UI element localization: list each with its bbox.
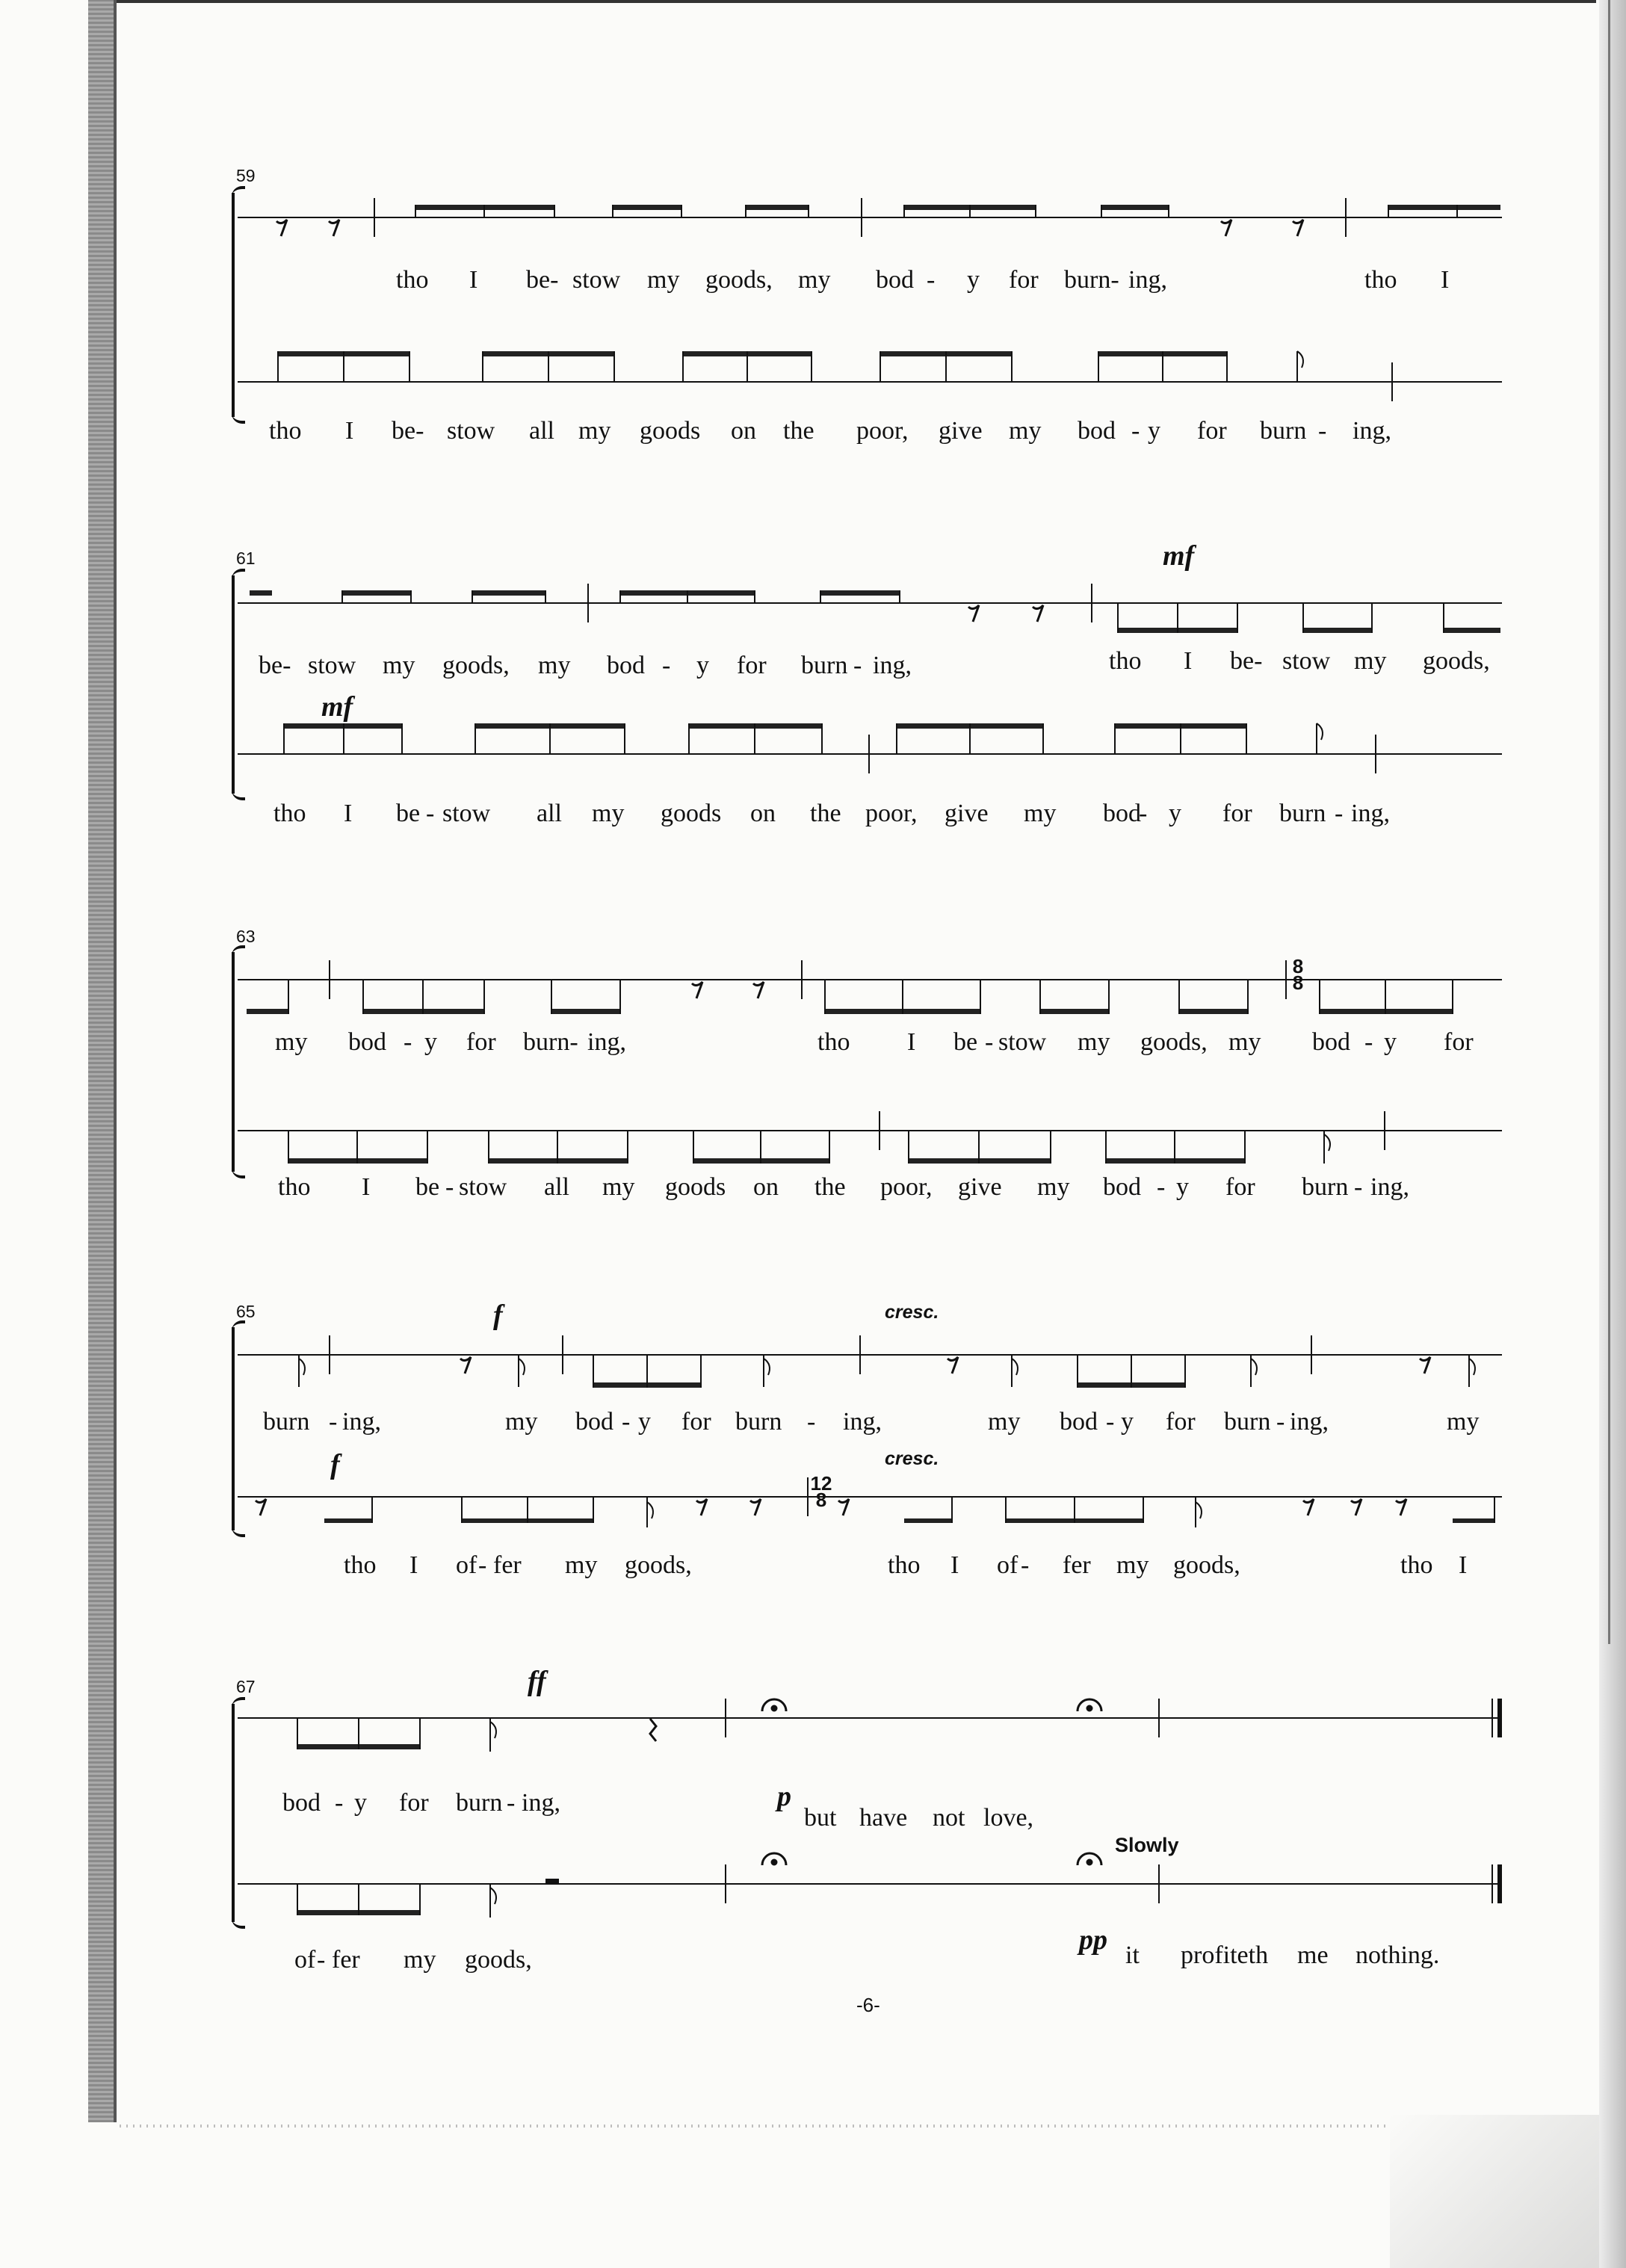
lyric: my: [602, 1173, 635, 1201]
lyric: stow: [308, 652, 356, 679]
measure-number: 63: [236, 927, 256, 946]
lyric: I: [345, 417, 354, 445]
lyric: bod: [282, 1789, 321, 1817]
lyric: stow: [442, 800, 491, 827]
lyric: the: [810, 800, 841, 827]
measure-number: 65: [236, 1302, 256, 1321]
lyric: profiteth: [1181, 1941, 1269, 1969]
lyric: y: [1148, 417, 1160, 445]
lyric: tho: [1400, 1551, 1433, 1579]
tempo-marking: Slowly: [1115, 1834, 1179, 1856]
lyric: for: [1166, 1408, 1196, 1436]
lyric: -: [985, 1028, 994, 1056]
lyric: my: [1078, 1028, 1110, 1056]
lyric: the: [814, 1173, 846, 1201]
lyric: ing,: [1370, 1173, 1409, 1201]
lyric: burn: [1279, 800, 1326, 827]
half-rest: [545, 1879, 559, 1883]
lyric: y: [696, 652, 709, 679]
lyric: on: [731, 417, 756, 445]
lyric: y: [1121, 1408, 1134, 1436]
lyric: my: [592, 800, 625, 827]
lyric: y: [424, 1028, 437, 1056]
lyric: the: [783, 417, 814, 445]
lyric: tho: [888, 1551, 921, 1579]
lyric: for: [1197, 417, 1227, 445]
lyric: my: [383, 652, 415, 679]
lyric: be: [415, 1173, 440, 1201]
time-signature-bottom: 8: [815, 1489, 827, 1511]
lyric: poor,: [865, 800, 918, 827]
lyric: -: [662, 652, 671, 679]
quarter-rest: [650, 1719, 656, 1741]
lyric: tho: [278, 1173, 311, 1201]
lyric: give: [939, 417, 983, 445]
lyric: bod: [575, 1408, 613, 1436]
lyric: be-: [1230, 647, 1263, 675]
lyric: -: [317, 1946, 326, 1974]
lyric: my: [578, 417, 611, 445]
beam-group: [278, 351, 1303, 381]
lyric: poor,: [856, 417, 909, 445]
lyric: I: [344, 800, 353, 827]
lyric: ing,: [1128, 266, 1167, 294]
measure-number: 59: [236, 166, 256, 185]
lyric: -: [335, 1789, 344, 1817]
lyric: y: [1169, 800, 1181, 827]
lyric: -: [1354, 1173, 1363, 1201]
lyric: stow: [447, 417, 495, 445]
lyric: bod: [1060, 1408, 1098, 1436]
lyric: -: [1335, 800, 1344, 827]
lyric: -: [927, 266, 936, 294]
time-signature-top: 8: [1292, 955, 1304, 977]
lyric: -: [807, 1408, 816, 1436]
lyric: goods,: [1423, 647, 1490, 675]
lyric: my: [1009, 417, 1042, 445]
lyric: fer: [493, 1551, 522, 1579]
lyric: burn: [1224, 1408, 1271, 1436]
lyric: my: [404, 1946, 436, 1974]
lyric: ing,: [873, 652, 912, 679]
lyric: of: [997, 1551, 1018, 1579]
lyric: burn: [801, 652, 848, 679]
lyric: bod: [1078, 417, 1116, 445]
lyric: it: [1125, 1941, 1140, 1969]
lyric: for: [1225, 1173, 1255, 1201]
lyric: for: [737, 652, 767, 679]
measure-number: 61: [236, 549, 256, 568]
lyric: give: [945, 800, 989, 827]
beam-group: [415, 205, 1500, 217]
lyric: I: [1441, 266, 1450, 294]
lyric: stow: [572, 266, 621, 294]
beam-group: [250, 590, 1500, 753]
lyric: bod: [876, 266, 914, 294]
lyric: of: [294, 1946, 316, 1974]
lyric: for: [1009, 266, 1039, 294]
lyric: tho: [1109, 647, 1142, 675]
lyric: bod: [1103, 800, 1141, 827]
page-number: -6-: [856, 1994, 880, 2016]
lyric: -: [426, 800, 435, 827]
lyric: -: [1106, 1408, 1115, 1436]
lyric: my: [1037, 1173, 1070, 1201]
lyric: bod: [1312, 1028, 1350, 1056]
lyric: my: [1228, 1028, 1261, 1056]
lyric: fer: [1063, 1551, 1091, 1579]
lyric: fer: [332, 1946, 360, 1974]
lyric: ing,: [1290, 1408, 1329, 1436]
lyric: nothing.: [1355, 1941, 1440, 1969]
dynamic-mf: mf: [321, 691, 353, 723]
lyric: -: [478, 1551, 487, 1579]
beam-group: [247, 979, 1453, 1164]
lyric: have: [859, 1804, 908, 1832]
lyric: goods: [640, 417, 701, 445]
dynamic-f: f: [330, 1449, 340, 1480]
lyric: -: [329, 1408, 338, 1436]
lyric: be: [953, 1028, 978, 1056]
lyric: burn-: [1064, 266, 1119, 294]
cresc-marking: cresc.: [885, 1302, 939, 1323]
lyric: goods,: [1140, 1028, 1208, 1056]
lyric: stow: [998, 1028, 1047, 1056]
dynamic-pp: pp: [1079, 1924, 1107, 1956]
lyric: burn: [1260, 417, 1307, 445]
lyric: of: [456, 1551, 477, 1579]
lyric: -: [507, 1789, 516, 1817]
lyric: bod: [607, 652, 645, 679]
lyric: burn-: [523, 1028, 578, 1056]
lyric: for: [1444, 1028, 1474, 1056]
lyric: on: [753, 1173, 779, 1201]
lyric: I: [469, 266, 478, 294]
lyric: my: [988, 1408, 1021, 1436]
lyric: goods,: [442, 652, 510, 679]
lyric: give: [958, 1173, 1002, 1201]
lyric: ing,: [843, 1408, 882, 1436]
lyric: I: [409, 1551, 418, 1579]
time-signature-top: 12: [810, 1472, 832, 1495]
lyric: stow: [1282, 647, 1331, 675]
lyric: -: [404, 1028, 412, 1056]
lyric: I: [1184, 647, 1193, 675]
lyric: goods,: [705, 266, 773, 294]
lyric: for: [681, 1408, 711, 1436]
lyric: I: [950, 1551, 959, 1579]
lyric: not: [933, 1804, 965, 1832]
lyric: be-: [526, 266, 559, 294]
fermata-group: [762, 1699, 1101, 1865]
lyric: for: [1222, 800, 1252, 827]
lyric: -: [622, 1408, 631, 1436]
lyric: -: [445, 1173, 454, 1201]
lyric: on: [750, 800, 776, 827]
beam-group: [299, 1354, 1494, 1527]
lyric: y: [967, 266, 980, 294]
lyric: burn: [735, 1408, 782, 1436]
lyric: my: [275, 1028, 308, 1056]
lyric: goods,: [625, 1551, 692, 1579]
lyric: bod: [1103, 1173, 1141, 1201]
lyric: goods: [665, 1173, 726, 1201]
lyric: me: [1297, 1941, 1329, 1969]
lyric: ing,: [1351, 800, 1390, 827]
lyric: bod: [348, 1028, 386, 1056]
lyric: be-: [259, 652, 291, 679]
lyric: my: [1354, 647, 1387, 675]
dynamic-mf: mf: [1163, 540, 1195, 572]
lyric: -: [1157, 1173, 1166, 1201]
lyric: tho: [273, 800, 306, 827]
lyric: ing,: [1353, 417, 1391, 445]
lyric: my: [1447, 1408, 1480, 1436]
lyric: be: [396, 800, 421, 827]
lyric: love,: [983, 1804, 1034, 1832]
lyric: -: [1318, 417, 1327, 445]
dynamic-p: p: [777, 1781, 791, 1812]
dynamic-ff: ff: [528, 1666, 546, 1697]
lyric: my: [647, 266, 680, 294]
lyric: y: [1176, 1173, 1189, 1201]
measure-number: 67: [236, 1677, 256, 1696]
lyric: y: [354, 1789, 367, 1817]
lyric: -: [1276, 1408, 1285, 1436]
lyric: ing,: [522, 1789, 560, 1817]
lyric: ing,: [342, 1408, 381, 1436]
rest-group: [256, 220, 1433, 1741]
lyric: ing,: [587, 1028, 626, 1056]
lyric: y: [638, 1408, 651, 1436]
lyric: -: [1139, 800, 1148, 827]
lyric: -: [853, 652, 862, 679]
lyric: for: [399, 1789, 429, 1817]
lyric: -: [1021, 1551, 1030, 1579]
lyric: I: [1459, 1551, 1468, 1579]
lyric: for: [466, 1028, 496, 1056]
lyric: be-: [392, 417, 424, 445]
lyric: tho: [1364, 266, 1397, 294]
lyric: my: [1116, 1551, 1149, 1579]
lyric: I: [907, 1028, 916, 1056]
lyric: y: [1384, 1028, 1397, 1056]
lyric: my: [565, 1551, 598, 1579]
lyric: stow: [459, 1173, 507, 1201]
lyric: my: [798, 266, 831, 294]
lyric: tho: [344, 1551, 377, 1579]
lyric: I: [362, 1173, 371, 1201]
lyric: tho: [396, 266, 429, 294]
lyric: poor,: [880, 1173, 933, 1201]
lyric: my: [505, 1408, 538, 1436]
dynamic-f: f: [493, 1300, 503, 1331]
lyric: my: [1024, 800, 1057, 827]
lyric: burn: [263, 1408, 310, 1436]
lyric: goods: [661, 800, 722, 827]
lyric: all: [537, 800, 562, 827]
time-signature-bottom: 8: [1292, 971, 1304, 994]
lyric: -: [1364, 1028, 1373, 1056]
lyric: -: [1131, 417, 1140, 445]
lyric: burn: [1302, 1173, 1349, 1201]
cresc-marking: cresc.: [885, 1448, 939, 1469]
lyric: my: [538, 652, 571, 679]
lyric: but: [804, 1804, 837, 1832]
beam-group: [297, 1717, 496, 1918]
lyric: all: [544, 1173, 569, 1201]
lyric: goods,: [1173, 1551, 1240, 1579]
lyric: goods,: [465, 1946, 532, 1974]
lyric: tho: [817, 1028, 850, 1056]
lyric: tho: [269, 417, 302, 445]
lyric: burn: [456, 1789, 503, 1817]
lyric: all: [529, 417, 554, 445]
